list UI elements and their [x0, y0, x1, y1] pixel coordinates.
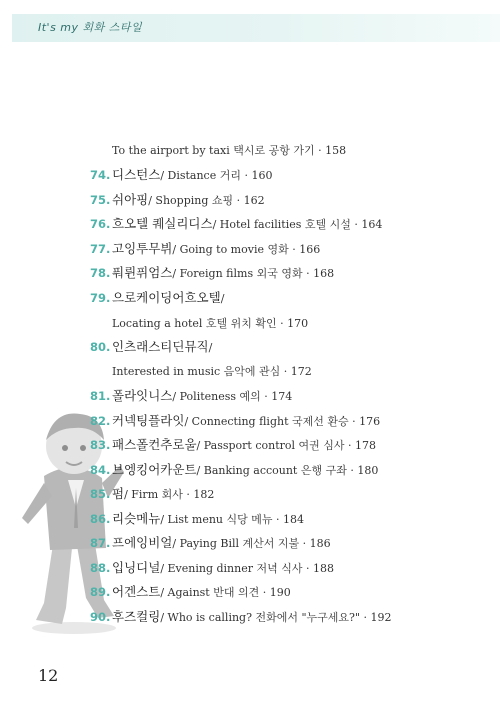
toc-entry-76[interactable]: [90, 214, 382, 234]
entry-number: 74.: [90, 168, 111, 182]
toc-entry-75[interactable]: [90, 190, 265, 210]
entry-english-page: / Who is calling? 전화에서 "누구세요?" · 192: [160, 611, 392, 624]
toc-entry-83[interactable]: [90, 435, 376, 455]
toc-continuation: Locating a hotel 호텔 위치 확인 · 170: [112, 317, 309, 330]
entry-number: 81.: [90, 389, 111, 403]
running-header: It's my 회화 스타일: [38, 21, 143, 34]
entry-korean-title: 후즈컬링: [112, 609, 161, 624]
entry-number: 84.: [90, 463, 111, 477]
toc-entry-82[interactable]: [90, 411, 380, 431]
toc-entry-80[interactable]: [90, 337, 212, 357]
entry-korean-title: 펌: [112, 486, 125, 501]
entry-korean-title: 디스턴스: [112, 167, 161, 182]
entry-number: 88.: [90, 561, 111, 575]
toc-entry-79[interactable]: [90, 288, 224, 308]
entry-number: 82.: [90, 414, 111, 428]
toc-entry-84[interactable]: [90, 460, 378, 480]
entry-english-page: / Going to movie 영화 · 166: [172, 243, 321, 256]
entry-korean-title: 브엥킹어카운트: [112, 462, 197, 477]
toc-entry-74[interactable]: [90, 165, 272, 185]
entry-english-page: / Banking account 은행 구좌 · 180: [196, 464, 379, 477]
page-number: 12: [38, 666, 59, 685]
entry-korean-title: 으로케이딩어흐오텔: [112, 290, 221, 305]
entry-english-page: /: [220, 292, 225, 305]
entry-korean-title: 입닝디널: [112, 560, 161, 575]
entry-korean-title: 어겐스트: [112, 584, 161, 599]
entry-korean-title: 리슷메뉴: [112, 511, 161, 526]
entry-number: 89.: [90, 585, 111, 599]
toc-continuation: Interested in music 음악에 관심 · 172: [112, 365, 312, 378]
toc-entry-85[interactable]: [90, 484, 214, 504]
entry-number: 76.: [90, 217, 111, 231]
entry-korean-title: 커넥팅플라잇: [112, 413, 185, 428]
toc-entry-87[interactable]: [90, 533, 331, 553]
entry-korean-title: 프에잉비얼: [112, 535, 173, 550]
entry-number: 78.: [90, 266, 111, 280]
entry-korean-title: 흐오텔 퀘실리디스: [112, 216, 213, 231]
entry-english-page: / List menu 식당 메뉴 · 184: [160, 513, 304, 526]
toc-entry-88[interactable]: [90, 558, 334, 578]
toc-entry-77[interactable]: [90, 239, 320, 259]
entry-number: 87.: [90, 536, 111, 550]
entry-number: 85.: [90, 487, 111, 501]
entry-english-page: / Passport control 여권 심사 · 178: [196, 439, 376, 452]
entry-english-page: / Connecting flight 국제선 환승 · 176: [184, 415, 381, 428]
entry-english-page: / Distance 거리 · 160: [160, 169, 273, 182]
toc-entry-89[interactable]: [90, 582, 291, 602]
entry-number: 80.: [90, 340, 111, 354]
toc-entry-86[interactable]: [90, 509, 304, 529]
toc-entry-90[interactable]: [90, 607, 391, 627]
entry-korean-title: 폴라잇니스: [112, 388, 173, 403]
entry-english-page: / Paying Bill 계산서 지불 · 186: [172, 537, 331, 550]
entry-number: 75.: [90, 193, 111, 207]
entry-english-page: /: [208, 341, 213, 354]
entry-english-page: / Politeness 예의 · 174: [172, 390, 293, 403]
entry-korean-title: 고잉투무뷔: [112, 241, 173, 256]
entry-number: 77.: [90, 242, 111, 256]
entry-korean-title: 인츠래스티딘뮤직: [112, 339, 209, 354]
entry-english-page: / Evening dinner 저녁 식사 · 188: [160, 562, 334, 575]
entry-number: 83.: [90, 438, 111, 452]
toc-entry-78[interactable]: [90, 263, 334, 283]
entry-english-page: / Shopping 쇼핑 · 162: [148, 194, 265, 207]
entry-korean-title: 패스폴컨추로울: [112, 437, 197, 452]
entry-number: 86.: [90, 512, 111, 526]
entry-english-page: / Foreign films 외국 영화 · 168: [172, 267, 335, 280]
entry-english-page: / Hotel facilities 호텔 시설 · 164: [212, 218, 383, 231]
entry-number: 90.: [90, 610, 111, 624]
toc-entry-81[interactable]: [90, 386, 292, 406]
entry-english-page: / Against 반대 의견 · 190: [160, 586, 291, 599]
entry-english-page: / Firm 회사 · 182: [124, 488, 215, 501]
entry-korean-title: 풔륀퓌엄스: [112, 265, 173, 280]
toc-continuation: To the airport by taxi 택시로 공항 가기 · 158: [112, 144, 347, 157]
entry-number: 79.: [90, 291, 111, 305]
entry-korean-title: 쉬아핑: [112, 192, 149, 207]
